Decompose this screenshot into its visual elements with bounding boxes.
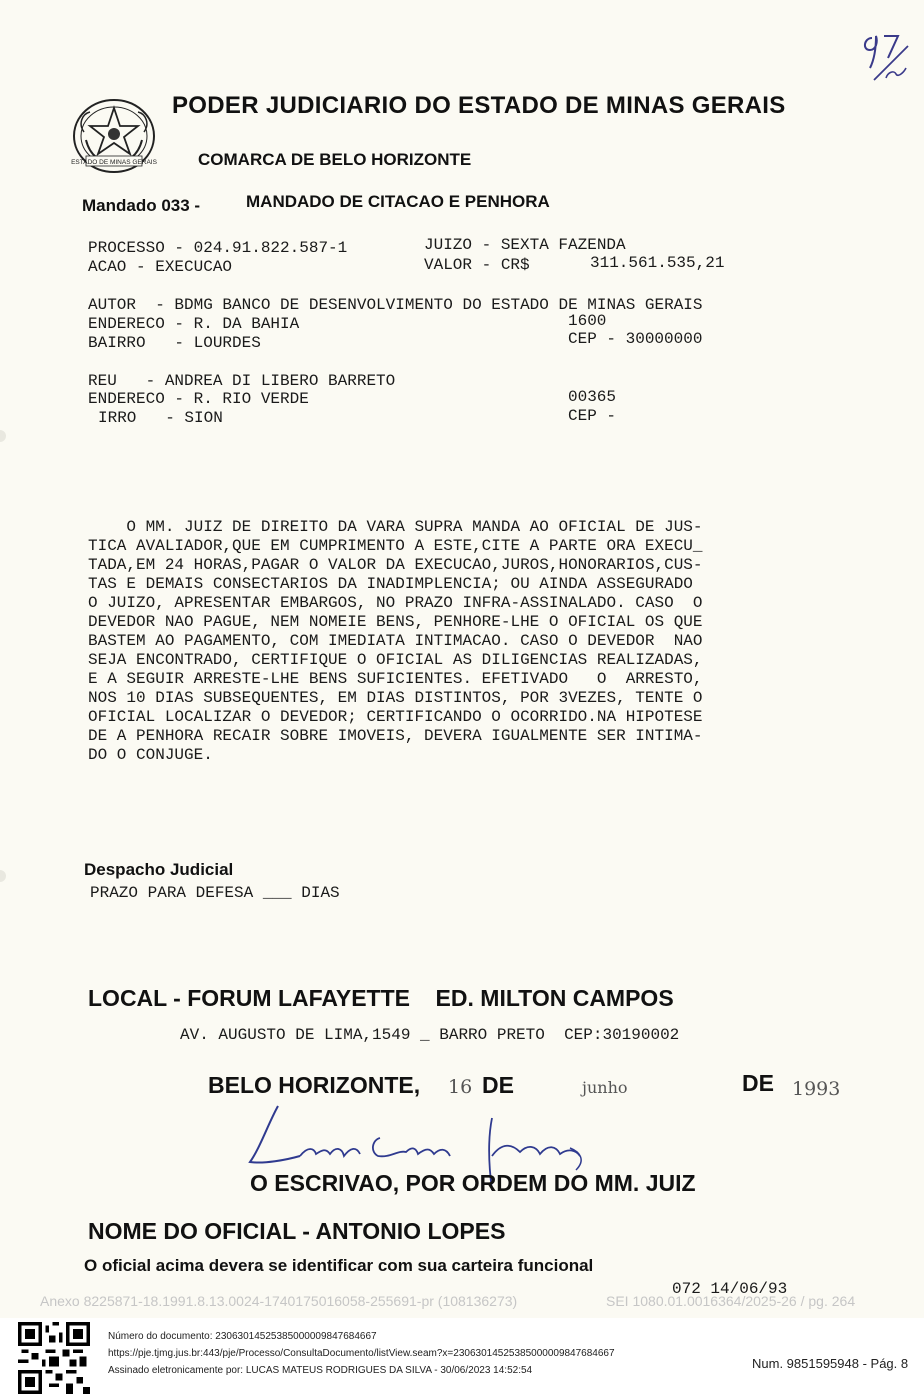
local-title: LOCAL - FORUM LAFAYETTE ED. MILTON CAMPOS bbox=[88, 985, 674, 1011]
autor-cep: CEP - 30000000 bbox=[568, 330, 703, 348]
acao: ACAO - EXECUCAO bbox=[88, 258, 233, 276]
punch-hole bbox=[0, 870, 6, 882]
oficial-code: 072 14/06/93 bbox=[672, 1280, 788, 1298]
date-month: junho bbox=[582, 1078, 628, 1097]
date-de-year: DE bbox=[742, 1070, 774, 1096]
watermark-anexo: Anexo 8225871-18.1991.8.13.0024-1740175016058-255691-pr (108136273) bbox=[40, 1293, 518, 1309]
reu-bairro: IRRO - SION bbox=[98, 409, 223, 427]
reu-cep: CEP - bbox=[568, 407, 617, 425]
oficial-note: O oficial acima devera se identificar com sua carteira funcional bbox=[84, 1256, 594, 1275]
seal-text: ESTADO DE MINAS GERAIS bbox=[71, 159, 157, 166]
reu-endereco: ENDERECO - R. RIO VERDE bbox=[88, 390, 309, 408]
autor-bairro: BAIRRO - LOURDES bbox=[88, 334, 261, 352]
body-line: NOS 10 DIAS SUBSEQUENTES, EM DIAS DISTINTOS, POR 3VEZES, TENTE O bbox=[88, 689, 703, 707]
footer-signed: Assinado eletronicamente por: LUCAS MATEUS RODRIGUES DA SILVA - 30/06/2023 14:52:54 bbox=[108, 1365, 533, 1376]
date-day: 16 bbox=[448, 1076, 473, 1098]
mandado-body bbox=[88, 518, 828, 765]
mandado-number: Mandado 033 - bbox=[82, 196, 201, 215]
body-line: DO O CONJUGE. bbox=[88, 746, 213, 764]
footer-num-page: Num. 9851595948 - Pág. 8 bbox=[752, 1356, 909, 1371]
despacho-title: Despacho Judicial bbox=[84, 860, 234, 879]
watermark-sei: SEI 1080.01.0016364/2025-26 / pg. 264 bbox=[606, 1293, 856, 1309]
date-de: DE bbox=[482, 1072, 514, 1098]
body-line: DEVEDOR NAO PAGUE, NEM NOMEIE BENS, PENHORE-LHE O OFICIAL OS QUE bbox=[88, 613, 703, 631]
signature-text: Lucília Elias Menezes bbox=[230, 1098, 240, 1099]
court-heading: PODER JUDICIARIO DO ESTADO DE MINAS GERAIS bbox=[172, 92, 786, 119]
date-year: 1993 bbox=[792, 1078, 841, 1100]
footer-url[interactable]: https://pje.tjmg.jus.br:443/pje/Processo/ConsultaDocumento/listView.seam?x=23063014525385000009847684667 bbox=[108, 1348, 615, 1359]
valor-label: VALOR - CR$ bbox=[424, 256, 530, 274]
body-line: DE A PENHORA RECAIR SOBRE IMOVEIS, DEVERA IGUALMENTE SER INTIMA- bbox=[88, 727, 703, 745]
body-line: SEJA ENCONTRADO, CERTIFIQUE O OFICIAL AS DILIGENCIAS REALIZADAS, bbox=[88, 651, 703, 669]
body-line: OFICIAL LOCALIZAR O DEVEDOR; CERTIFICANDO O OCORRIDO.NA HIPOTESE bbox=[88, 708, 703, 726]
qr-code bbox=[18, 1322, 90, 1394]
body-line: TADA,EM 24 HORAS,PAGAR O VALOR DA EXECUCAO,JUROS,HONORARIOS,CUS- bbox=[88, 556, 703, 574]
local-address: AV. AUGUSTO DE LIMA,1549 _ BARRO PRETO CEP:30190002 bbox=[180, 1026, 680, 1044]
body-line: TAS E DEMAIS CONSECTARIOS DA INADIMPLENCIA; OU AINDA ASSEGURADO bbox=[88, 575, 693, 593]
autor-endereco: ENDERECO - R. DA BAHIA bbox=[88, 315, 300, 333]
punch-hole bbox=[0, 430, 6, 442]
mandado-title: MANDADO DE CITACAO E PENHORA bbox=[246, 192, 550, 211]
body-line: O JUIZO, APRESENTAR EMBARGOS, NO PRAZO INFRA-ASSINALADO. CASO O bbox=[88, 594, 703, 612]
processo-number: PROCESSO - 024.91.822.587-1 bbox=[88, 239, 348, 257]
comarca-heading: COMARCA DE BELO HORIZONTE bbox=[198, 150, 472, 169]
handwritten-page-mark bbox=[858, 28, 918, 84]
autor-numero: 1600 bbox=[568, 312, 607, 330]
footer-doc-number: Número do documento: 23063014525385000009847684667 bbox=[108, 1331, 377, 1342]
juizo: JUIZO - SEXTA FAZENDA bbox=[424, 236, 626, 254]
autor: AUTOR - BDMG BANCO DE DESENVOLVIMENTO DO ESTADO DE MINAS GERAIS bbox=[88, 296, 703, 314]
body-line: TICA AVALIADOR,QUE EM CUMPRIMENTO A ESTE,CITE A PARTE ORA EXECU_ bbox=[88, 537, 703, 555]
body-line: O MM. JUIZ DE DIREITO DA VARA SUPRA MANDA AO OFICIAL DE JUS- bbox=[88, 518, 703, 536]
prazo-defesa: PRAZO PARA DEFESA ___ DIAS bbox=[90, 884, 340, 902]
reu: REU - ANDREA DI LIBERO BARRETO bbox=[88, 372, 396, 390]
body-line: E A SEGUIR ARRESTE-LHE BENS SUFICIENTES. EFETIVADO O ARRESTO, bbox=[88, 670, 703, 688]
date-city: BELO HORIZONTE, bbox=[208, 1072, 421, 1098]
escrivao-caption: O ESCRIVAO, POR ORDEM DO MM. JUIZ bbox=[250, 1170, 696, 1196]
reu-numero: 00365 bbox=[568, 388, 617, 406]
body-line: BASTEM AO PAGAMENTO, COM IMEDIATA INTIMACAO. CASO O DEVEDOR NAO bbox=[88, 632, 703, 650]
coat-of-arms-seal bbox=[70, 96, 158, 176]
oficial-name: NOME DO OFICIAL - ANTONIO LOPES bbox=[88, 1218, 506, 1244]
valor-amount: 311.561.535,21 bbox=[590, 254, 725, 272]
